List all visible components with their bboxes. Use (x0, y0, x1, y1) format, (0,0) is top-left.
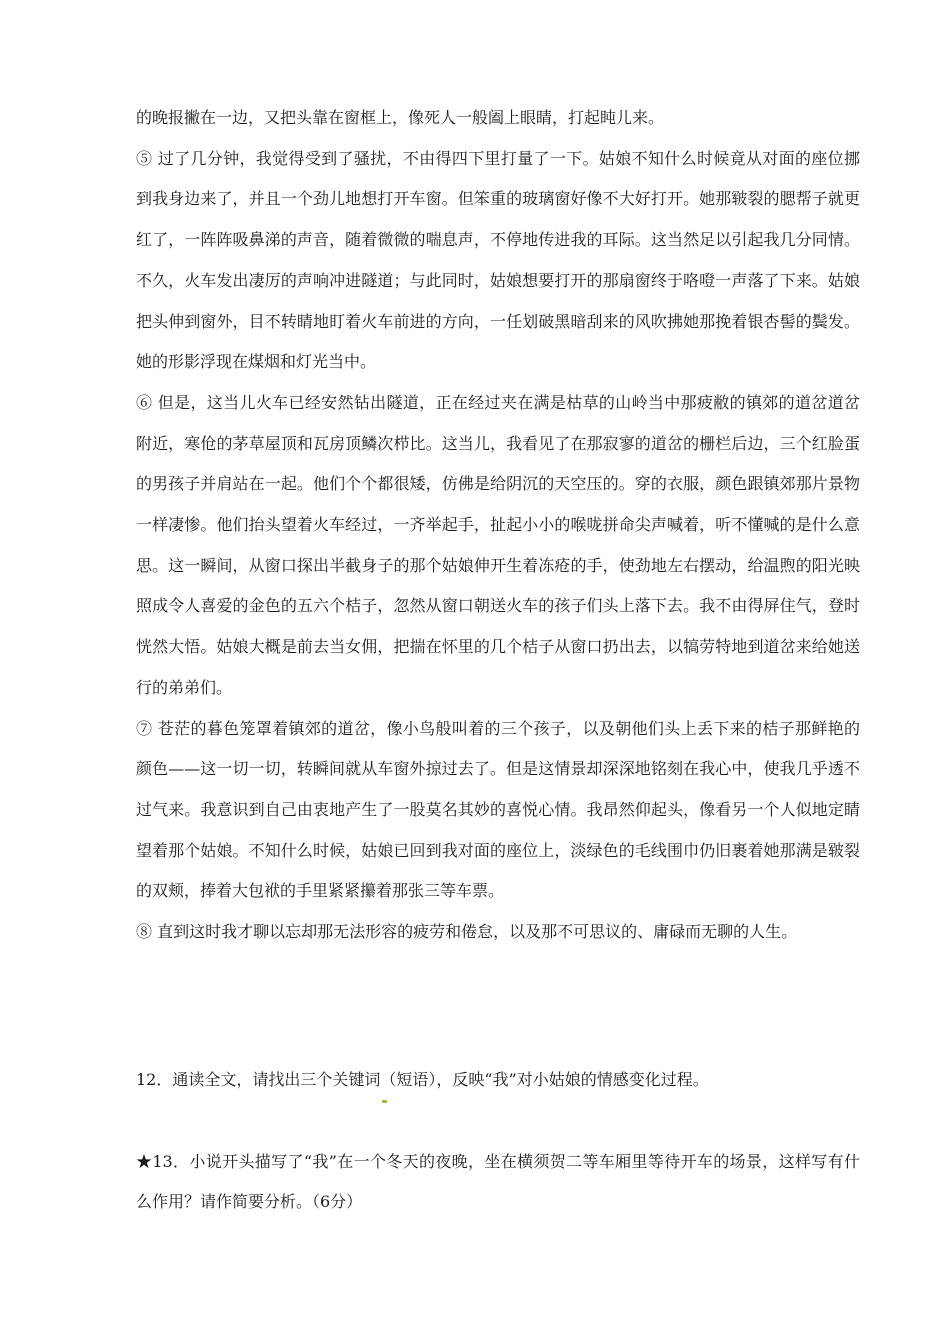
paragraph-continued: 的晚报撇在一边，又把头靠在窗框上，像死人一般阖上眼睛，打起盹儿来。 (136, 108, 665, 127)
paragraph-8: ⑧ 直到这时我才聊以忘却那无法形容的疲劳和倦怠，以及那不可思议的、庸碌而无聊的人生。 (136, 922, 798, 942)
question-12: 12．通读全文，请找出三个关键词（短语），反映“我”对小姑娘的情感变化过程。 (136, 1070, 709, 1089)
paragraph-5: ⑤ 过了几分钟，我觉得受到了骚扰，不由得四下里打量了一下。姑娘不知什么时候竟从对面的座位挪到我身边来了，并且一个劲儿地想打开车窗。但笨重的玻璃窗好像不大好打开。她那皲裂的腮帮子就更红了，一阵阵吸鼻涕的声音，随着微微的喘息声，不停地传进我的耳际。这当然足以引起我几分同情。不久，火车发出凄厉的声响冲进隧道；与此同时，姑娘想要打开的那扇窗终于咯噔一声落了下来。姑娘把头伸到窗外，目不转睛地盯着火车前进的方向，一任划破黑暗刮来的风吹拂她那挽着银杏髻的鬓发。她的形影浮现在煤烟和灯光当中。 (136, 148, 860, 372)
paragraph-6: ⑥ 但是，这当儿火车已经安然钻出隧道，正在经过夹在满是枯草的山岭当中那疲敝的镇郊的道岔道岔附近，寒伧的茅草屋顶和瓦房顶鳞次栉比。这当儿，我看见了在那寂寥的道岔的栅栏后边，三个红脸蛋的男孩子并肩站在一起。他们个个都很矮，仿佛是给阴沉的天空压的。穿的衣服，颜色跟镇郊那片景物一样凄惨。他们抬头望着火车经过，一齐举起手，扯起小小的喉咙拼命尖声喊着，听不懂喊的是什么意思。这一瞬间，从窗口探出半截身子的那个姑娘伸开生着冻疮的手，使劲地左右摆动，给温煦的阳光映照成令人喜爱的金色的五六个桔子，忽然从窗口朝送火车的孩子们头上落下去。我不由得屏住气，登时恍然大悟。姑娘大概是前去当女佣，把揣在怀里的几个桔子从窗口扔出去，以犒劳特地到道岔来给她送行的弟弟们。 (136, 392, 860, 697)
question-13: ★13．小说开头描写了“我”在一个冬天的夜晚，坐在横须贺二等车厢里等待开车的场景，这样写有什么作用？请作简要分析。（6分） (136, 1152, 860, 1211)
article-body (136, 98, 860, 953)
green-mark (382, 1100, 387, 1103)
paragraph-7: ⑦ 苍茫的暮色笼罩着镇郊的道岔，像小鸟般叫着的三个孩子，以及朝他们头上丢下来的桔子那鲜艳的颜色——这一切一切，转瞬间就从车窗外掠过去了。但是这情景却深深地铭刻在我心中，使我几乎透不过气来。我意识到自己由衷地产生了一股莫名其妙的喜悦心情。我昂然仰起头，像看另一个人似地定睛望着那个姑娘。不知什么时候，姑娘已回到我对面的座位上，淡绿色的毛线围巾仍旧裹着她那满是皲裂的双颊，捧着大包袱的手里紧紧攥着那张三等车票。 (136, 718, 860, 901)
